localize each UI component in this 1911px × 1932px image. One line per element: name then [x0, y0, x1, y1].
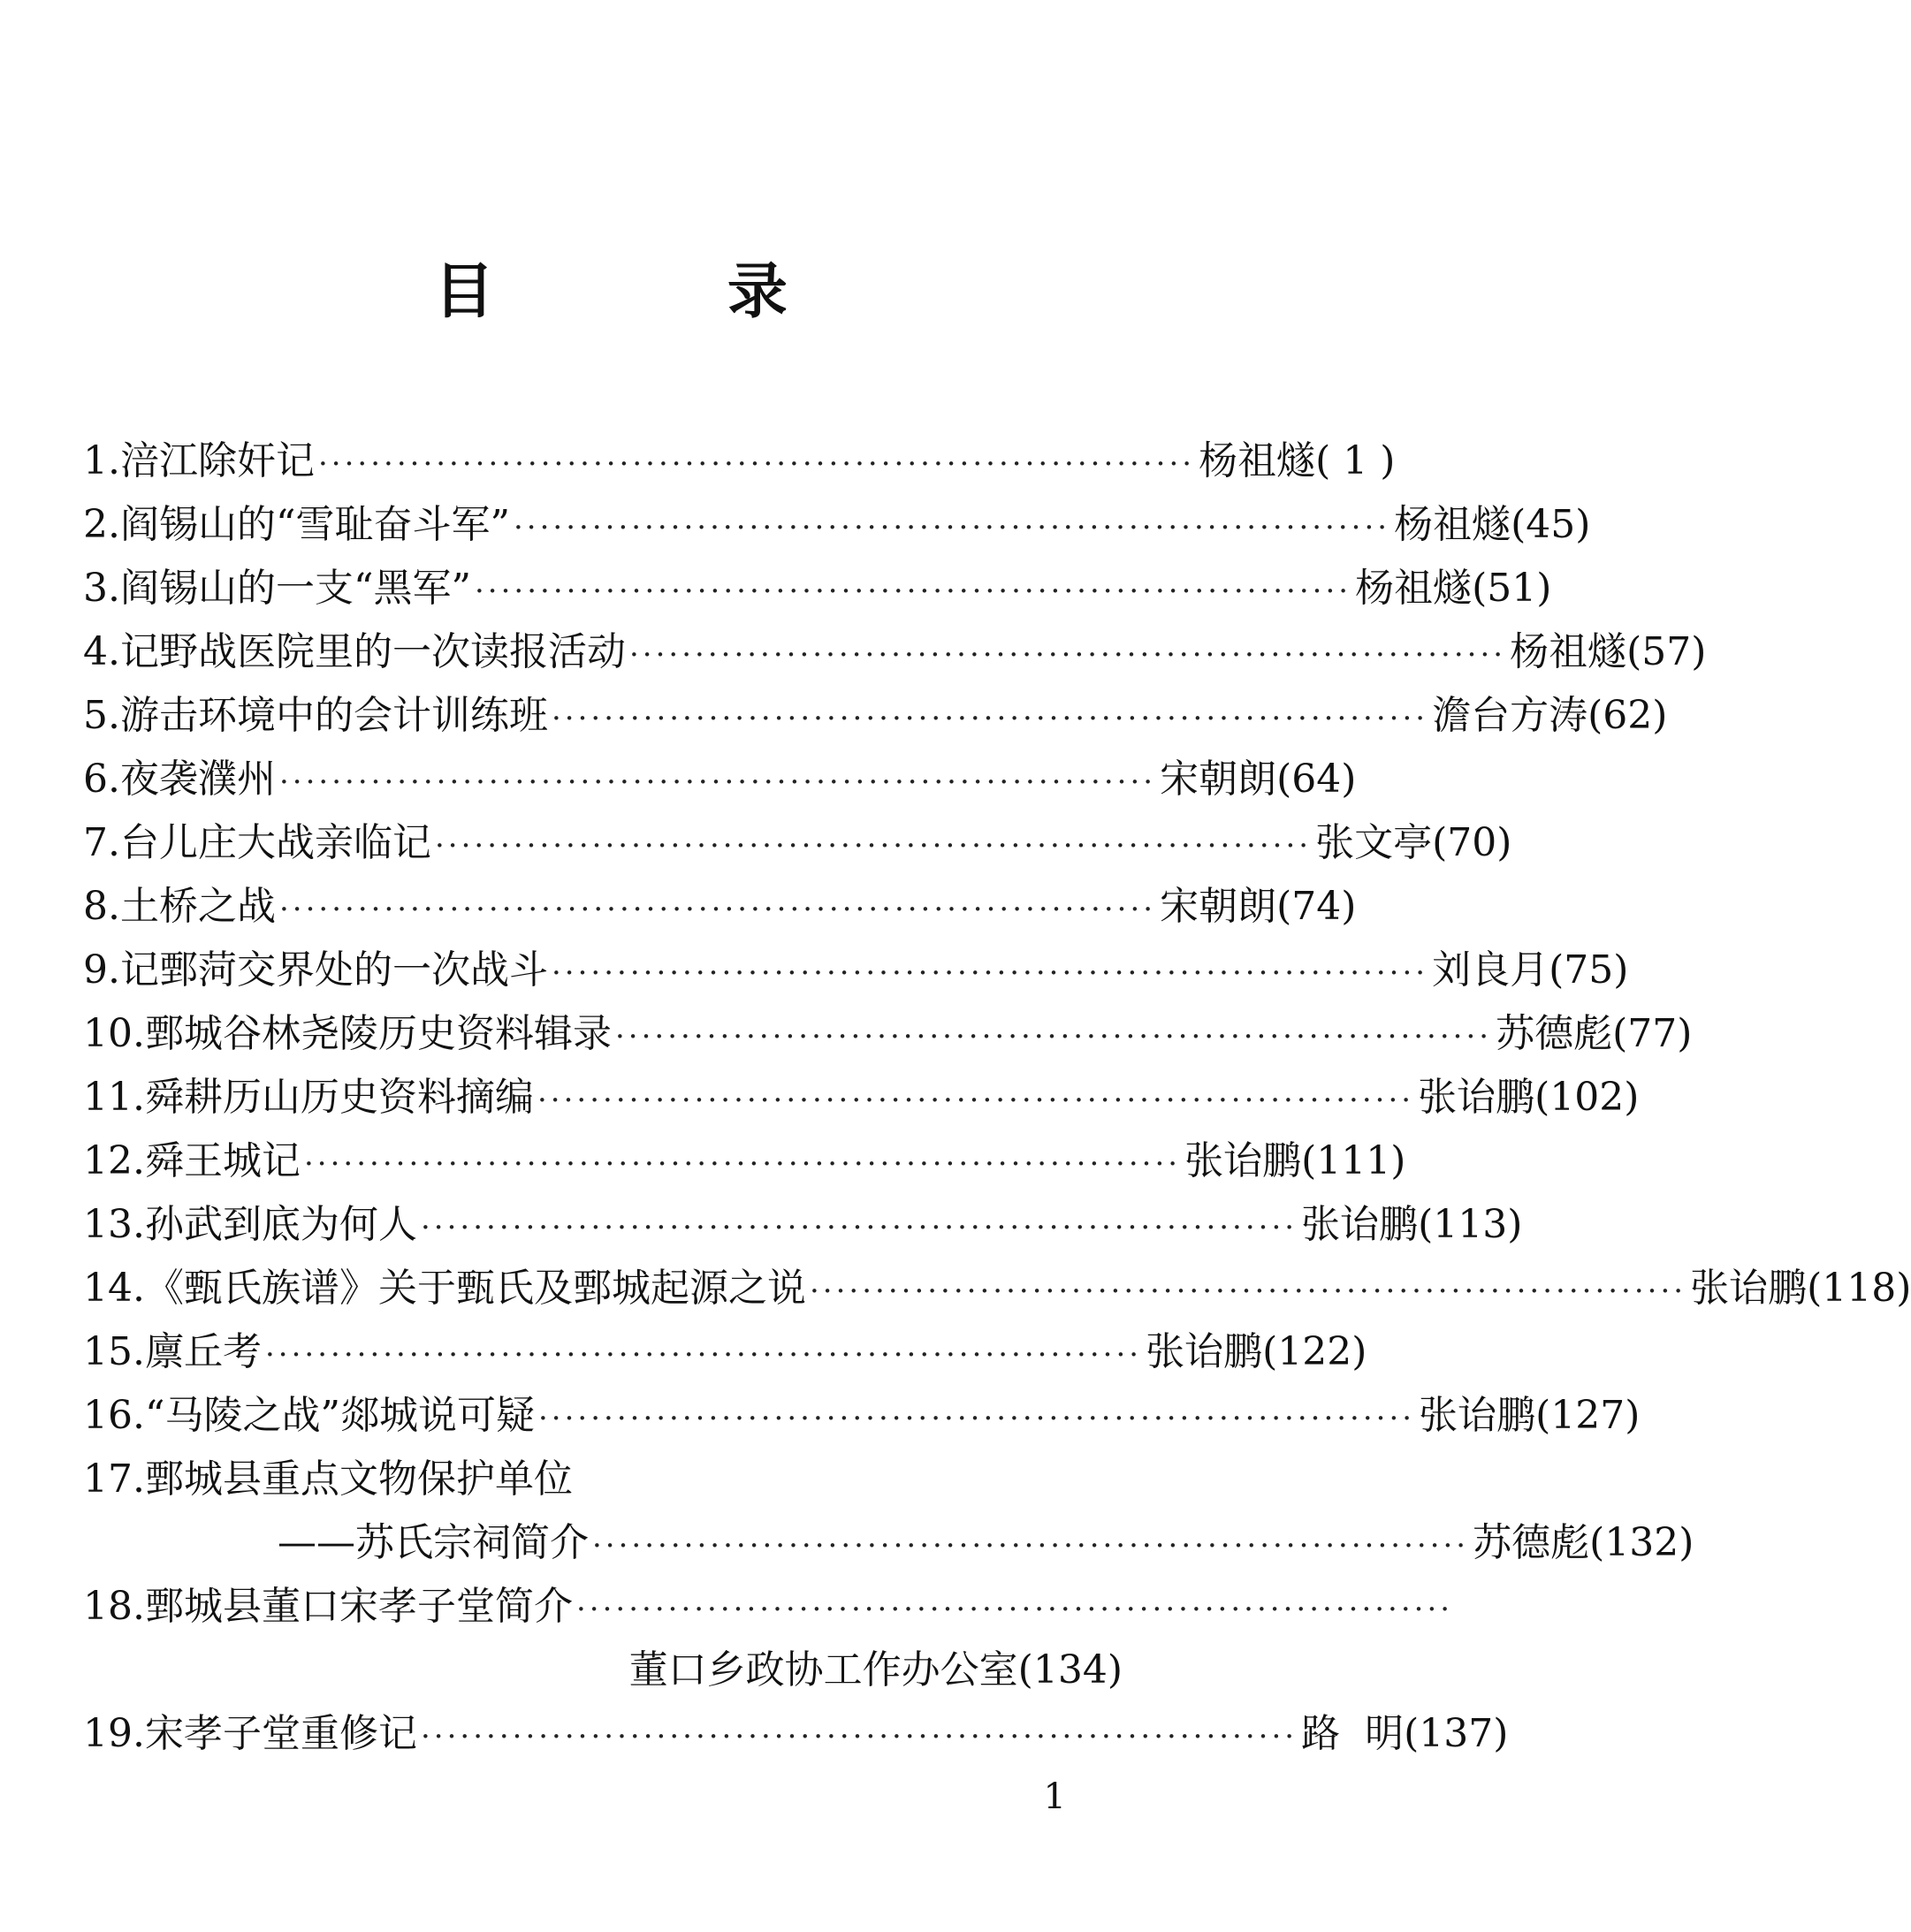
- entry-author: 路 明: [1301, 1711, 1405, 1756]
- entry-page: (127): [1535, 1393, 1641, 1438]
- entry-author: 张诒鹏: [1146, 1329, 1263, 1374]
- entry-number: 4.: [83, 629, 120, 674]
- leader-dots: ···································································: [809, 1274, 1687, 1309]
- page-title: 目 录: [434, 256, 894, 327]
- entry-number: 19.: [83, 1711, 145, 1756]
- entry-author: 张诒鹏: [1301, 1202, 1419, 1247]
- entry-number: 12.: [83, 1138, 145, 1183]
- toc-entry: [83, 748, 1357, 811]
- leader-dots: ···································································: [513, 510, 1391, 545]
- entry-author: 宋朝朗: [1160, 757, 1277, 802]
- entry-page: (64): [1276, 757, 1357, 802]
- toc-entry: [83, 1066, 1640, 1130]
- toc-entry: [83, 939, 1629, 1002]
- leader-dots: ···································································: [614, 1019, 1493, 1054]
- leader-dots: ···································································: [303, 1146, 1182, 1182]
- entry-number: 10.: [83, 1011, 145, 1056]
- entry-page: (102): [1534, 1075, 1640, 1120]
- leader-dots: ···································································: [434, 828, 1313, 863]
- entry-subtitle: ——苏氏宗祠简介: [278, 1520, 589, 1565]
- leader-dots: ···································································: [420, 1719, 1298, 1754]
- leader-dots: ···································································: [278, 764, 1157, 800]
- toc-entry: [83, 1002, 1693, 1066]
- entry-title: 孙武到底为何人: [144, 1202, 417, 1247]
- entry-number: 9.: [83, 947, 120, 993]
- entry-author: 杨祖燧: [1355, 566, 1473, 611]
- entry-author: 张诒鹏: [1184, 1138, 1302, 1183]
- entry-number: 2.: [83, 502, 120, 547]
- entry-title: 鄄城县董口宋孝子堂简介: [144, 1584, 573, 1629]
- entry-page: (57): [1626, 629, 1707, 674]
- toc-entry: [83, 557, 1552, 620]
- entry-title: 《甄氏族谱》关于甄氏及鄄城起源之说: [144, 1266, 806, 1311]
- entry-title: 记野战医院里的一次读报活动: [119, 629, 626, 674]
- leader-dots: ···································································: [551, 955, 1429, 991]
- toc-entry: [83, 1575, 1454, 1639]
- entry-title: 记鄄菏交界处的一次战斗: [119, 947, 548, 993]
- entry-title: 土桥之战: [119, 884, 276, 929]
- entry-page: (74): [1276, 884, 1357, 929]
- entry-page: (132): [1589, 1520, 1694, 1565]
- entry-page: (62): [1587, 693, 1668, 738]
- entry-author: 董口乡政协工作办公室: [628, 1647, 1018, 1692]
- leader-dots: ···································································: [537, 1401, 1416, 1436]
- entry-number: 6.: [83, 757, 120, 802]
- entry-number: 18.: [83, 1584, 145, 1629]
- entry-author: 苏德彪: [1496, 1011, 1613, 1056]
- entry-author: 杨祖燧: [1394, 502, 1511, 547]
- toc-entry: [83, 1384, 1641, 1448]
- toc-entry: [83, 1257, 1911, 1320]
- toc-entry: [83, 875, 1357, 939]
- entry-page: (111): [1301, 1138, 1406, 1183]
- entry-title: 阎锡山的一支“黑军”: [119, 566, 471, 611]
- entry-number: 1.: [83, 438, 120, 483]
- toc-entry: [83, 620, 1707, 684]
- entry-number: 5.: [83, 693, 120, 738]
- entry-number: 14.: [83, 1266, 145, 1311]
- toc-entry: [83, 493, 1591, 557]
- toc-entry: [83, 1130, 1406, 1193]
- toc-entry-continuation: [83, 1639, 1123, 1702]
- leader-dots: ···································································: [317, 446, 1196, 482]
- entry-page: (137): [1404, 1711, 1509, 1756]
- entry-page: (122): [1262, 1329, 1367, 1374]
- entry-title: 游击环境中的会计训练班: [119, 693, 548, 738]
- leader-dots: ···································································: [474, 574, 1352, 609]
- entry-title: 台儿庄大战亲临记: [119, 820, 431, 865]
- toc-entry: [83, 684, 1668, 748]
- leader-dots: ···································································: [575, 1592, 1454, 1627]
- toc-entry: [83, 430, 1396, 493]
- entry-title: 阎锡山的“雪耻奋斗军”: [119, 502, 510, 547]
- toc-entry-continuation: [83, 1511, 1694, 1575]
- entry-author: 杨祖燧: [1510, 629, 1627, 674]
- entry-title: 廪丘考: [144, 1329, 262, 1374]
- entry-author: 张文亭: [1315, 820, 1433, 865]
- entry-number: 11.: [83, 1075, 145, 1120]
- entry-author: 苏德彪: [1473, 1520, 1590, 1565]
- entry-author: 澹台方涛: [1432, 693, 1588, 738]
- entry-page: (45): [1511, 502, 1591, 547]
- entry-page: (113): [1418, 1202, 1523, 1247]
- entry-page: (77): [1612, 1011, 1693, 1056]
- entry-number: 16.: [83, 1393, 145, 1438]
- leader-dots: ···································································: [537, 1083, 1415, 1118]
- entry-title: 舜王城记: [144, 1138, 301, 1183]
- entry-author: 张诒鹏: [1419, 1393, 1536, 1438]
- entry-number: 15.: [83, 1329, 145, 1374]
- entry-number: 7.: [83, 820, 120, 865]
- entry-page: (70): [1432, 820, 1512, 865]
- entry-page: ( 1 ): [1315, 438, 1396, 483]
- entry-author: 张诒鹏: [1418, 1075, 1535, 1120]
- entry-title: 夜袭濮州: [119, 757, 276, 802]
- leader-dots: ···································································: [551, 701, 1429, 736]
- entry-number: 3.: [83, 566, 120, 611]
- table-of-contents: [83, 430, 1911, 1766]
- toc-entry: [83, 811, 1512, 875]
- entry-page: (75): [1549, 947, 1629, 993]
- entry-author: 宋朝朗: [1160, 884, 1277, 929]
- entry-title: 舜耕历山历史资料摘编: [144, 1075, 534, 1120]
- entry-number: 17.: [83, 1457, 145, 1502]
- entry-number: 8.: [83, 884, 120, 929]
- entry-title: 鄄城县重点文物保护单位: [144, 1457, 573, 1502]
- entry-title: “马陵之战”郯城说可疑: [144, 1393, 535, 1438]
- entry-author: 张诒鹏: [1690, 1266, 1808, 1311]
- page-number: 1: [1043, 1776, 1066, 1817]
- toc-entry: [83, 1320, 1367, 1384]
- entry-author: 杨祖燧: [1199, 438, 1316, 483]
- entry-page: (118): [1807, 1266, 1911, 1311]
- leader-dots: ···································································: [628, 637, 1507, 673]
- leader-dots: ···································································: [420, 1210, 1298, 1245]
- entry-title: 鄄城谷林尧陵历史资料辑录: [144, 1011, 612, 1056]
- entry-number: 13.: [83, 1202, 145, 1247]
- entry-author: 刘良月: [1432, 947, 1549, 993]
- entry-title: 宋孝子堂重修记: [144, 1711, 417, 1756]
- toc-entry: [83, 1193, 1523, 1257]
- entry-page: (134): [1017, 1647, 1123, 1692]
- leader-dots: ···································································: [592, 1528, 1470, 1563]
- leader-dots: ···································································: [264, 1337, 1143, 1373]
- toc-entry: [83, 1702, 1509, 1766]
- entry-page: (51): [1472, 566, 1552, 611]
- leader-dots: ···································································: [278, 892, 1157, 927]
- toc-entry: [83, 1448, 1123, 1511]
- entry-title: 涪江除奸记: [119, 438, 315, 483]
